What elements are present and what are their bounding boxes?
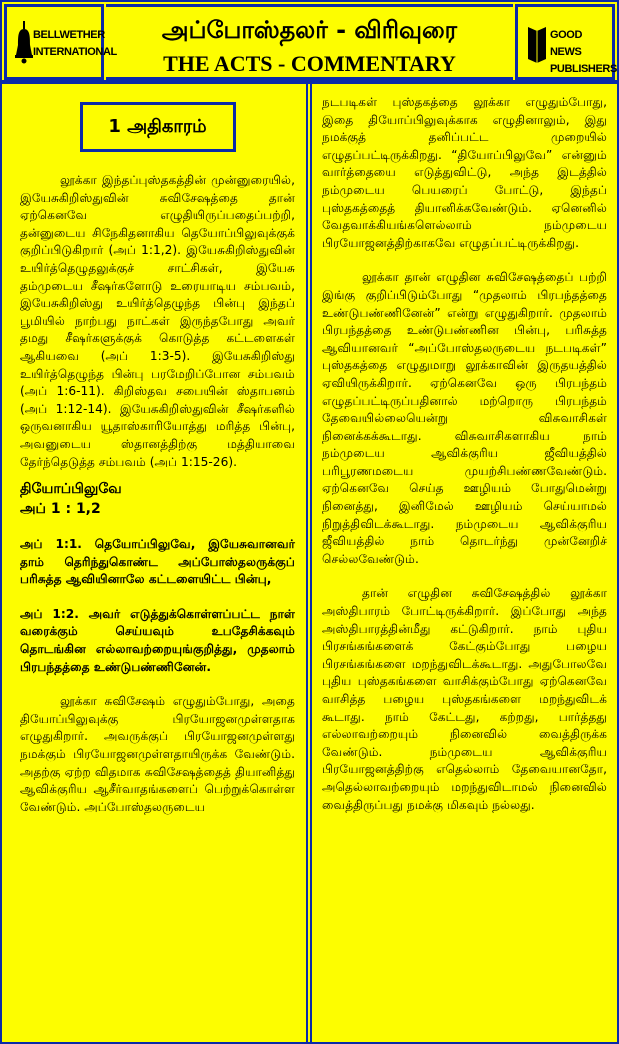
section-heading-title: தியோப்பிலுவே	[20, 481, 122, 498]
intro-paragraph: லூக்கா இந்தப்புஸ்தகத்தின் முன்னுரையில், இயேசுகிறிஸ்துவின் சுவிசேஷத்தை தான் ஏற்கெனவே எழுதியிருப்பதைப்பற்றி, தன்னுடைய சிநேகிதனாகிய தெயோப்பிலுவுக்குக் குறிப்பிடுகிறார் (அப் 1:1,2). இயேசுகிறிஸ்துவின் உயிர்த்தெழுதலுக்குச் சாட்சிகள், இயேசு தம்முடைய சீஷர்களோடு உரையாடிய சம்பவம், இயேசுகிறிஸ்து உயிர்த்தெழுந்த பின்பு இந்தப் பூமியில் நாற்பது நாட்கள் இருந்தபோது அவர் தமது சீஷர்களுக்குக் கொடுத்த கட்டளைகள் ஆகியவை (அப் 1:3-5). இயேசுகிறிஸ்து உயிர்த்தெழுந்த பின்பு பரமேறிப்போன சம்பவம் (அப் 1:6-11). கிறிஸ்தவ சபையின் ஸ்தாபனம் (அப் 1:12-14). இயேசுகிறிஸ்துவின் சீஷர்களில் ஒருவனாகிய யூதாஸ்காரியோத்து மரித்த பின்பு, அவனுடைய ஸ்தானத்திற்கு மத்தியாவை தேர்ந்தெடுத்த சம்பவம் (அப் 1:15-26).	[20, 173, 295, 469]
right-logo-line2: PUBLISHERS	[550, 63, 617, 75]
book-icon	[526, 21, 548, 67]
commentary-paragraph-3: தான் எழுதின சுவிசேஷத்தில் லூக்கா அஸ்திபாரம் போட்டிருக்கிறார். இப்போது அந்த அஸ்திபாரத்தின்மீது கட்டுகிறார். நாம் புதிய பிரசங்கங்களைக் கேட்கும்போது பழைய பிரசங்கங்களை மறந்துவிடக்கூடாது. அதுபோலவே புதிய புஸ்தகங்களை வாசிக்கும்போது ஏற்கெனவே வாசித்த பழைய புஸ்தகங்களை மறந்துவிடக் கூடாது. நாம் கேட்டது, கற்றது, பார்த்தது எல்லாவற்றையும் நினைவில் வைத்திருக்க வேண்டும். நம்முடைய ஆவிக்குரிய பிரயோஜனத்திற்கு எதெல்லாம் தேவையானதோ, அதெல்லாவற்றையும் மறந்துவிடாமல் நினைவில் வைத்திருப்பது நமக்கு மிகவும் நல்லது.	[322, 586, 607, 812]
title-box	[106, 4, 513, 80]
commentary-paragraph-1: நடபடிகள் புஸ்தகத்தை லூக்கா எழுதும்போது, இதை தியோப்பிலுவுக்காக எழுதினாலும், இது நமக்குத் தனிப்பட்ட முறையில் எழுதப்பட்டிருக்கிறது. “தியோப்பிலுவே” என்னும் வார்த்தையை எடுத்துவிட்டு, அந்த இடத்தில் நம்முடைய பெயரைப் போட்டு, இந்தப் புஸ்தகத்தைத் தியானிக்கவேண்டும். ஏனெனில் வேதவாக்கியங்களெல்லாம் நம்முடைய பிரயோஜனத்திற்காகவே எழுதப்பட்டிருக்கிறது.	[322, 95, 607, 250]
good-news-logo	[515, 4, 615, 80]
left-column	[20, 94, 295, 816]
left-logo-line1: BELLWETHER	[33, 29, 105, 41]
bell-icon	[15, 21, 33, 67]
right-column	[322, 94, 607, 814]
header	[4, 4, 615, 80]
commentary-paragraph: லூக்கா சுவிசேஷம் எழுதும்போது, அதை தியோப்பிலுவுக்கு பிரயோஜனமுள்ளதாக எழுதுகிறார். அவருக்குப் பிரயோஜனமுள்ளது நமக்கும் பிரயோஜனமுள்ளதாயிருக்க வேண்டும். அதற்கு ஏற்ற விதமாக சுவிசேஷத்தைத் தியானித்து ஆவிக்குரிய ஆசீர்வாதங்களைப் பெற்றுக்கொள்ள வேண்டும். அப்போஸ்தலருடைய	[20, 694, 295, 814]
bellwether-logo	[4, 4, 117, 80]
verse-1-2: அப் 1:2. அவர் எடுத்துக்கொள்ளப்பட்ட நாள் வரைக்கும் செய்யவும் உபதேசிக்கவும் தொடங்கின எல்லாவற்றையுங்குறித்து, முதலாம் பிரபந்தத்தை உண்டுபண்ணினேன்.	[20, 606, 295, 674]
column-divider	[306, 84, 312, 1042]
title-english: THE ACTS - COMMENTARY	[163, 51, 456, 76]
chapter-heading: 1 அதிகாரம்	[80, 102, 236, 152]
left-logo-line2: INTERNATIONAL	[33, 46, 117, 58]
section-heading-reference: அப் 1 : 1,2	[20, 501, 101, 518]
commentary-paragraph-2: லூக்கா தான் எழுதின சுவிசேஷத்தைப் பற்றி இங்கு குறிப்பிடும்போது “முதலாம் பிரபந்தத்தை உண்டுபண்ணினேன்” என்று எழுதுகிறார். முதலாம் பிரபந்தத்தை உண்டுபண்ணின பின்பு, பரிசுத்த ஆவியானவர் “அப்போஸ்தலருடைய நடபடிகள்” புஸ்தகத்தை எழுதுமாறு லூக்காவின் இருதயத்தில் ஏவியிருக்கிறார். ஏற்கெனவே ஒரு பிரபந்தம் எழுதப்பட்டிருப்பதினால் மற்றொரு பிரபந்தம் தேவையில்லையென்று விசுவாசிகள் நினைக்கக்கூடாது. விசுவாசிகளாகிய நாம் நம்முடைய ஆவிக்குரிய ஜீவியத்தில் பரிபூரணமடைய முயற்சிபண்ணவேண்டும். ஏற்கெனவே செய்த ஊழியம் போதுமென்று நினைத்து, இனிமேல் ஊழியம் செய்யாமல் நிறுத்திவிடக்கூடாது. நம்முடைய ஆவிக்குரிய ஜீவியத்தில் நாம் தொடர்ந்து முன்னேறிச் செல்லவேண்டும்.	[322, 270, 607, 566]
verse-1-1: அப் 1:1. தெயோப்பிலுவே, இயேசுவானவர் தாம் தெரிந்துகொண்ட அப்போஸ்தலருக்குப் பரிசுத்த ஆவியினாலே கட்டளையிட்ட பின்பு,	[20, 537, 295, 587]
section-heading	[20, 479, 295, 519]
right-logo-line1: GOOD NEWS	[550, 29, 583, 58]
title-tamil: அப்போஸ்தலர் - விரிவுரை	[161, 16, 458, 44]
